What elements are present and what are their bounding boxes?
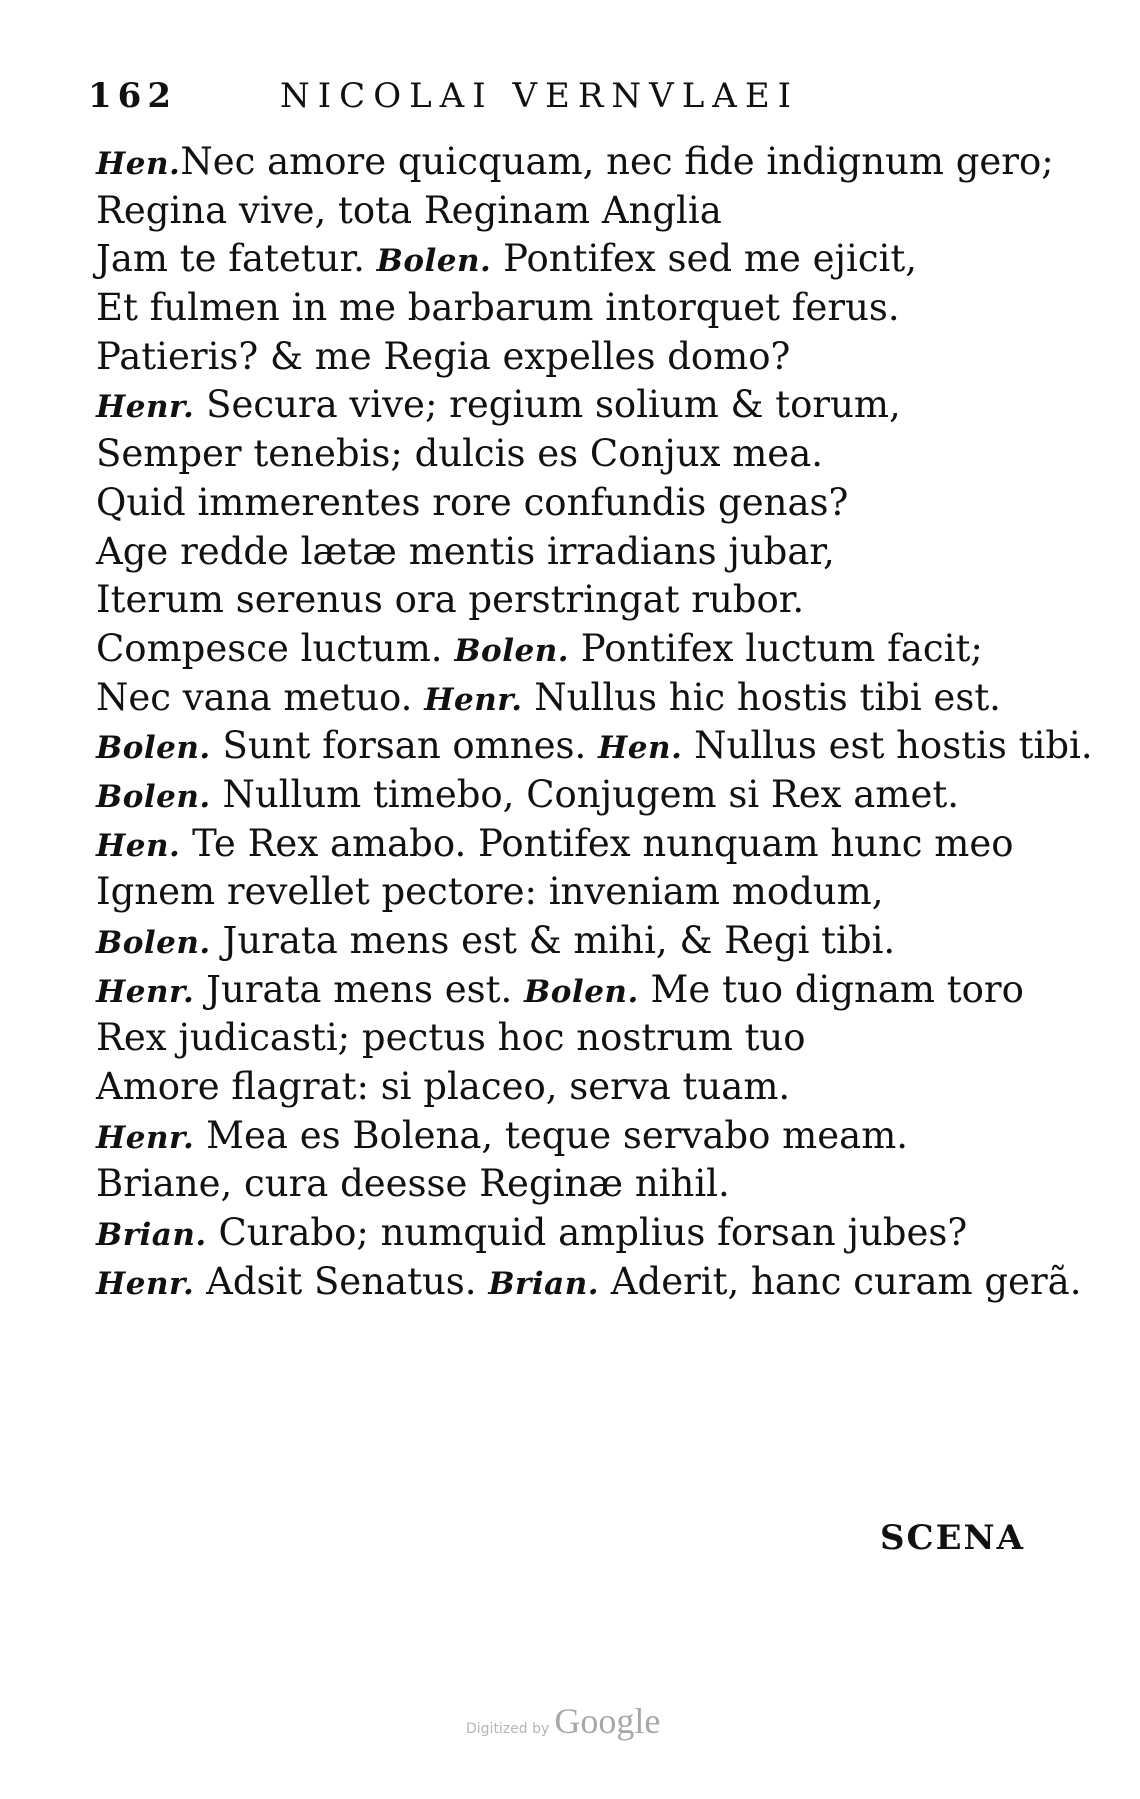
speaker-name: Brian. <box>488 1265 600 1302</box>
verse-line <box>96 576 1056 625</box>
verse-text: Sunt forsan omnes. <box>210 724 599 768</box>
verse-text: Te Rex amabo. Pontifex nunquam hunc meo <box>180 821 1014 865</box>
verse-text: Iterum serenus ora perstringat rubor. <box>96 578 805 622</box>
verse-text: Amore flagrat: si placeo, serva tuam. <box>96 1065 791 1109</box>
speaker-name: Bolen. <box>96 778 211 815</box>
verse-text: Adsit Senatus. <box>194 1259 489 1303</box>
verse-text: Age redde lætæ mentis irradians jubar, <box>96 529 835 573</box>
digitized-by-watermark <box>466 1700 660 1742</box>
verse-line <box>96 333 1056 382</box>
verse-text: Regina vive, tota Reginam Anglia <box>96 188 722 232</box>
verse-line <box>96 430 1056 479</box>
verse-text: Briane, cura deesse Reginæ nihil. <box>96 1162 730 1206</box>
verse-line <box>96 235 1056 284</box>
verse-text: Nec amore quicquam, nec fide indignum gero; <box>180 140 1054 183</box>
verse-line <box>96 479 1056 528</box>
speaker-name: Henr. <box>96 1119 195 1156</box>
speaker-name: Bolen. <box>524 973 639 1010</box>
verse-text: Jurata mens est. <box>194 967 525 1011</box>
verse-line <box>96 1014 1056 1063</box>
page-header <box>88 72 1088 124</box>
speaker-name: Hen. <box>96 827 181 864</box>
speaker-name: Bolen. <box>454 632 570 669</box>
verse-text: Nullum timebo, Conjugem si Rex amet. <box>210 772 959 816</box>
verse-line <box>96 722 1093 771</box>
speaker-name: Bolen. <box>96 730 211 767</box>
verse-line <box>96 1063 1056 1112</box>
verse-line <box>96 187 1056 236</box>
verse-line <box>96 1209 1056 1258</box>
verse-text: Et fulmen in me barbarum intorquet ferus. <box>96 286 900 330</box>
verse-text: Jurata mens est & mihi, & Regi tibi. <box>210 919 896 962</box>
catchword: SCENA <box>880 1518 1025 1558</box>
verse-text: Aderit, hanc curam gerã. <box>599 1259 1082 1303</box>
speaker-name: Henr. <box>96 1265 195 1302</box>
verse-text: Semper tenebis; dulcis es Conjux mea. <box>96 432 824 476</box>
verse-line <box>96 1160 1056 1209</box>
speaker-name: Hen. <box>96 146 181 182</box>
verse-text: Mea es Bolena, teque servabo meam. <box>194 1113 909 1157</box>
verse-text: Pontifex sed me ejicit, <box>491 237 918 281</box>
verse-text: Patieris? & me Regia expelles domo? <box>96 334 791 378</box>
verse-line <box>96 966 1056 1015</box>
speaker-name: Bolen. <box>376 243 492 280</box>
verse-text: Ignem revellet pectore: inveniam modum, <box>96 870 884 914</box>
verse-line <box>96 868 1056 917</box>
verse-text: Curabo; numquid amplius forsan jubes? <box>206 1211 968 1255</box>
verse-line <box>96 1112 1056 1161</box>
speaker-name: Henr. <box>96 389 195 426</box>
verse-text: Quid immerentes rore confundis genas? <box>96 480 849 524</box>
verse-text: Compesce luctum. <box>96 626 455 670</box>
running-title: NICOLAI VERNVLAEI <box>280 76 800 116</box>
verse-text: Rex judicasti; pectus hoc nostrum tuo <box>96 1016 806 1060</box>
verse-text: Me tuo dignam toro <box>638 967 1024 1011</box>
speaker-name: Brian. <box>96 1217 207 1254</box>
verse-line <box>96 820 1056 869</box>
speaker-name: Hen. <box>598 730 683 767</box>
verse-line <box>96 674 1056 723</box>
verse-line <box>96 917 1056 966</box>
speaker-name: Henr. <box>424 681 523 718</box>
google-logo: Google <box>554 1701 661 1741</box>
verse-text: Secura vive; regium solium & torum, <box>194 383 901 427</box>
verse-line <box>96 625 1056 674</box>
speaker-name: Henr. <box>96 973 195 1010</box>
verse-line <box>96 771 1056 820</box>
verse-lines <box>96 138 1093 1307</box>
speaker-name: Bolen. <box>96 925 211 961</box>
page-number: 162 <box>88 76 177 116</box>
verse-text: Nullus est hostis tibi. <box>682 724 1093 768</box>
verse-line <box>96 528 1056 577</box>
verse-line <box>96 284 1056 333</box>
verse-text: Nullus hic hostis tibi est. <box>522 675 1001 719</box>
verse-line <box>96 138 1056 187</box>
verse-text: Pontifex luctum facit; <box>569 626 983 670</box>
verse-text: Jam te fatetur. <box>96 237 377 281</box>
verse-text: Nec vana metuo. <box>96 675 425 719</box>
verse-line <box>96 381 1056 430</box>
verse-line <box>96 1258 1082 1307</box>
watermark-prefix: Digitized by <box>466 1721 550 1737</box>
